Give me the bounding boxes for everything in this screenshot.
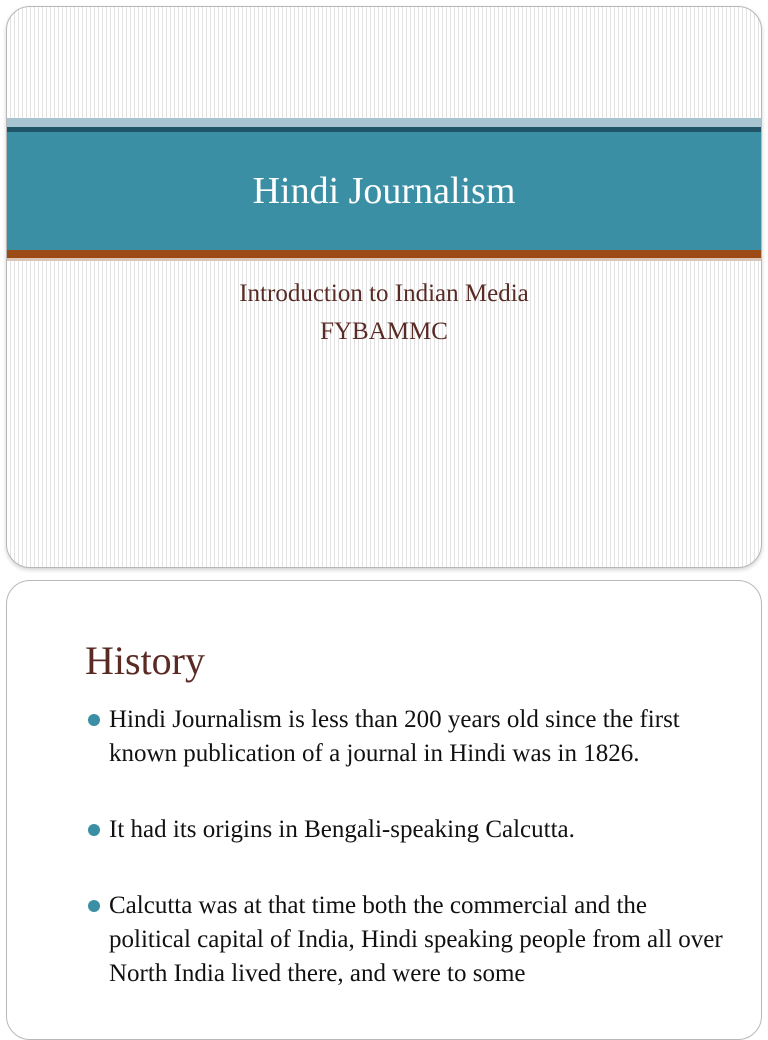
bullet-item [85, 703, 725, 771]
bullet-list [85, 703, 725, 1033]
bullet-item [85, 889, 725, 991]
bullet-item [85, 813, 725, 847]
slide-subtitle [7, 275, 761, 351]
slide-heading: History [85, 638, 205, 683]
accent-stripe [7, 250, 761, 258]
subtitle-line-course: Introduction to Indian Media [239, 280, 529, 307]
bullet-text: Hindi Journalism is less than 200 years old since the first known publication of a journal in Hindi was in 1826. [109, 706, 680, 767]
title-band [7, 132, 761, 250]
subtitle-line-class: FYBAMMC [320, 318, 448, 345]
history-slide [6, 580, 762, 1040]
title-slide [6, 6, 762, 568]
bullet-dot-icon [88, 714, 100, 726]
bullet-dot-icon [88, 900, 100, 912]
top-stripe [7, 118, 761, 127]
accent-stripe-shade [7, 258, 761, 261]
bullet-text: It had its origins in Bengali-speaking Calcutta. [109, 816, 575, 843]
bullet-dot-icon [88, 824, 100, 836]
slide-title: Hindi Journalism [252, 170, 516, 212]
bullet-text: Calcutta was at that time both the commercial and the political capital of India, Hindi speaking people from all over North India lived there, and were to some [109, 892, 723, 987]
